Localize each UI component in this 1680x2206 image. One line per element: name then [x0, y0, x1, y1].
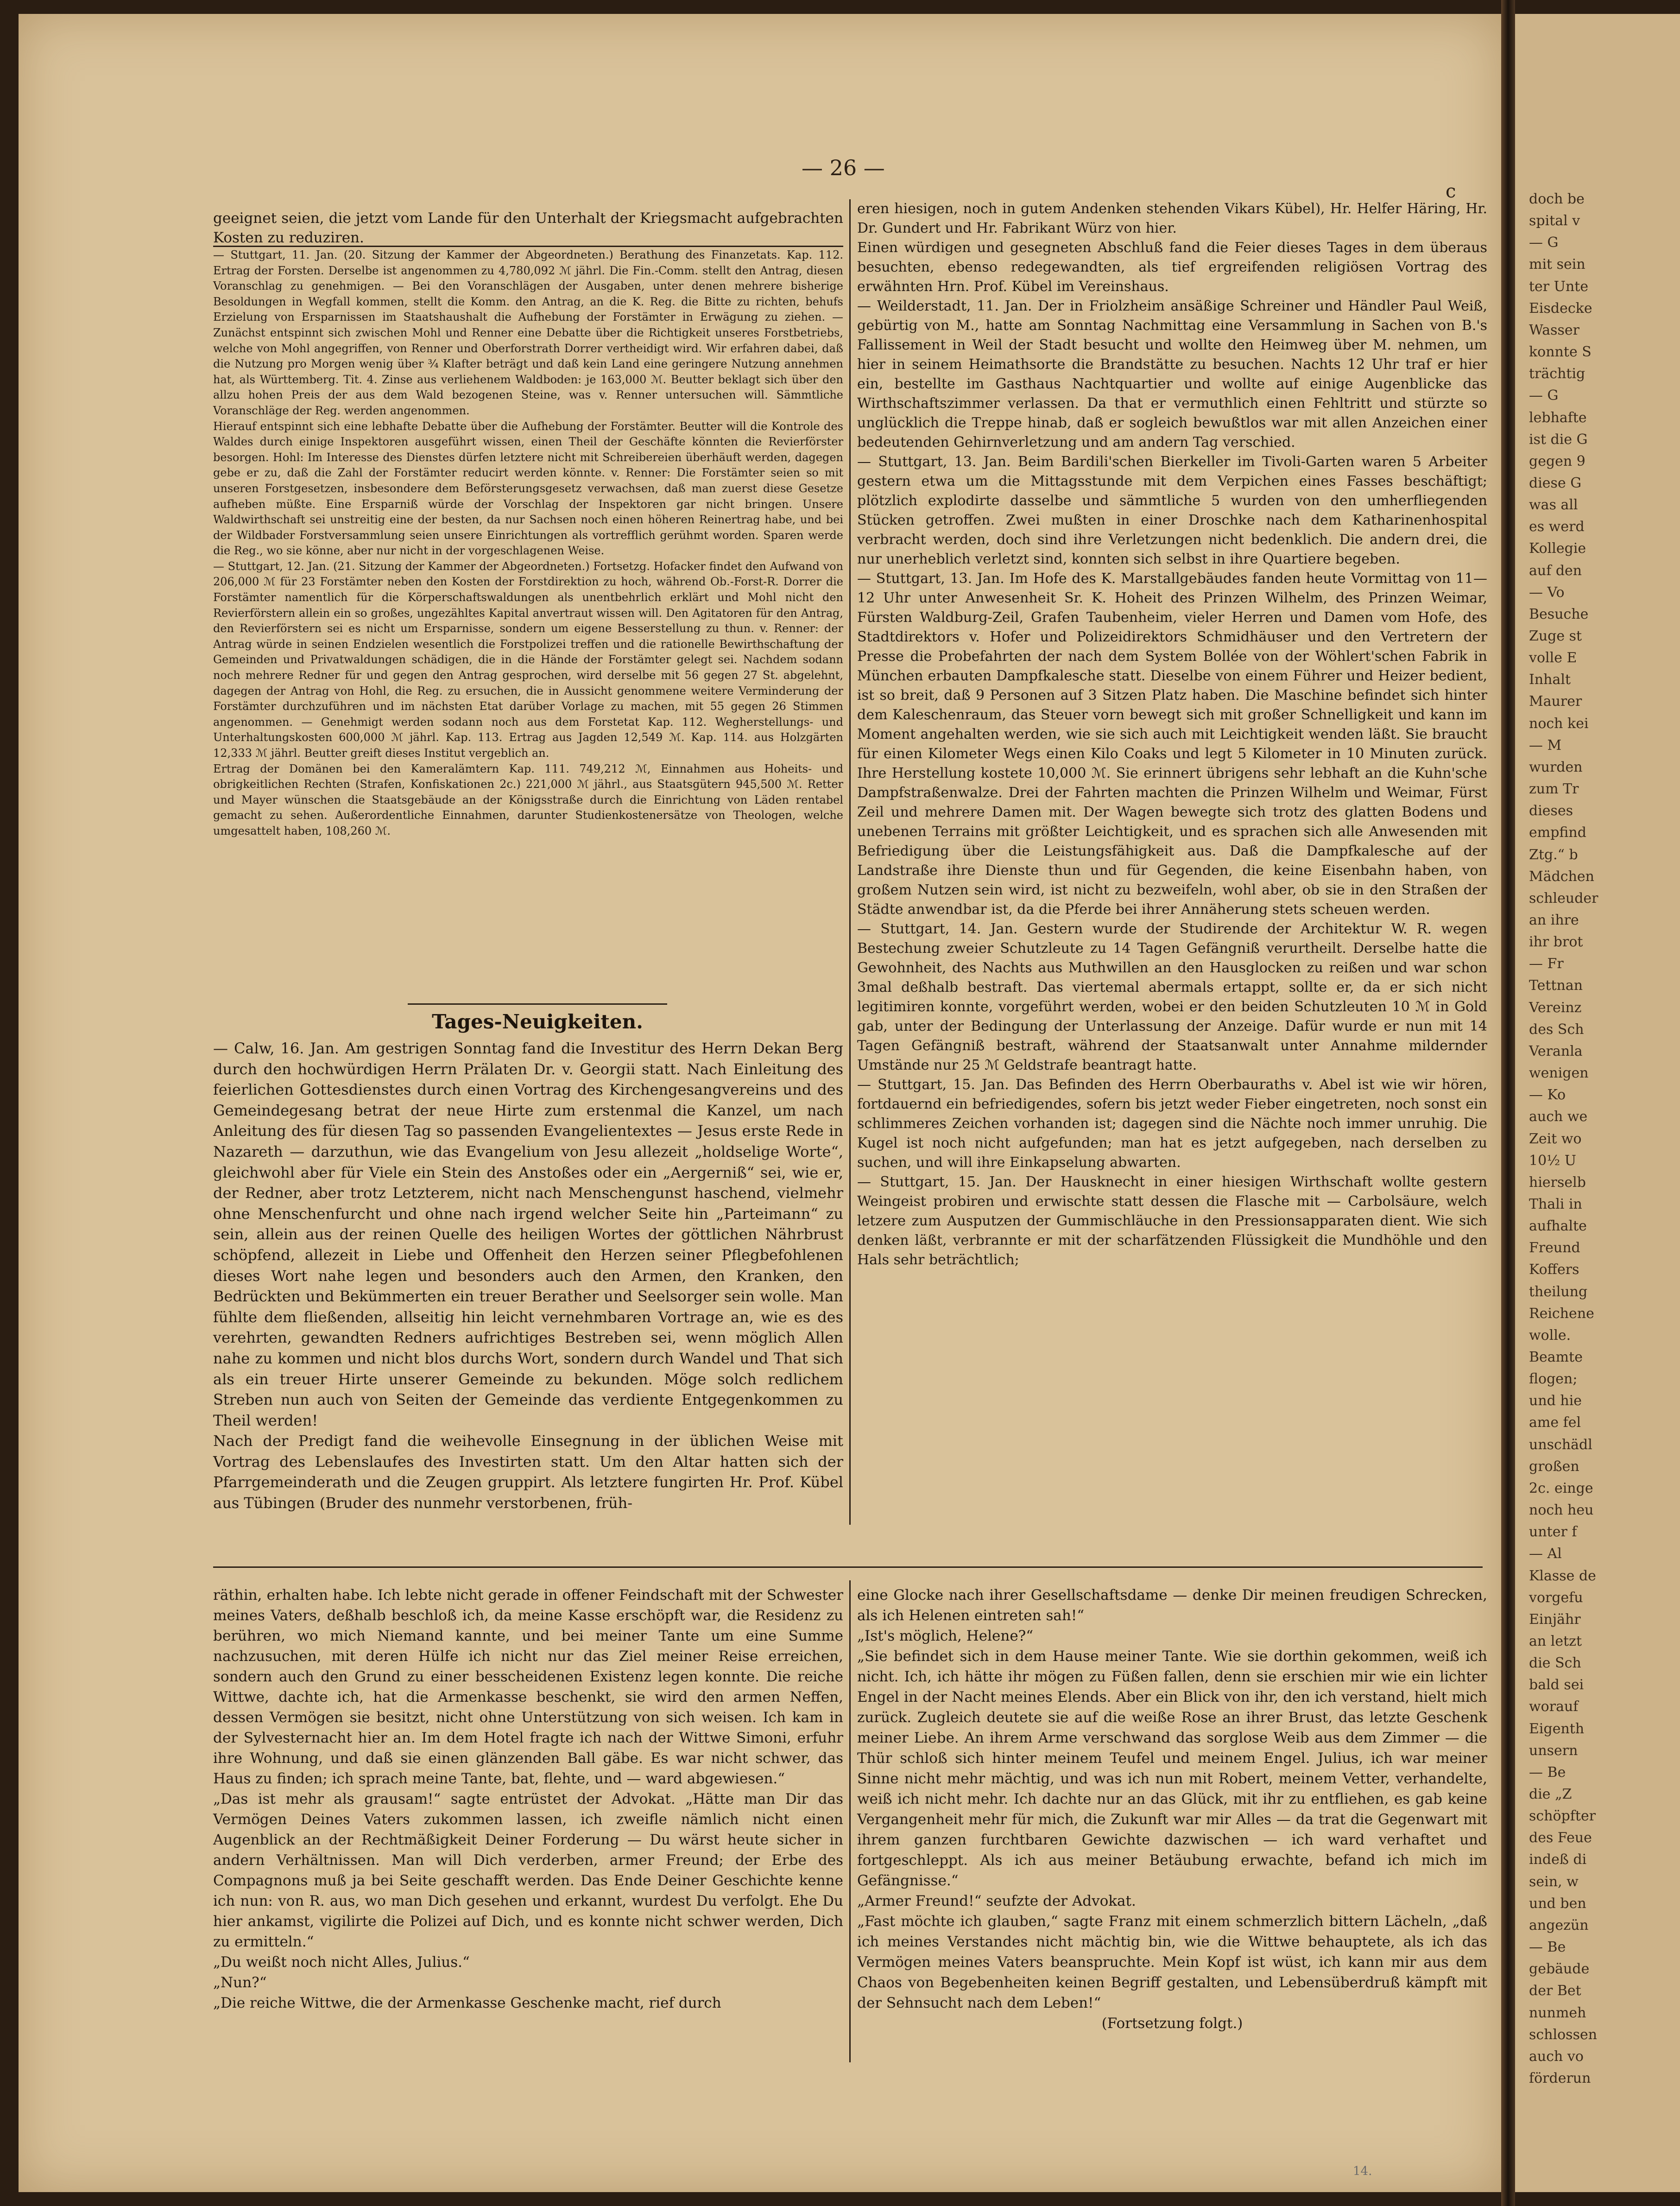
edge-fragment: hierselb — [1529, 1174, 1586, 1191]
section-heading: Tages-Neuigkeiten. — [432, 1010, 643, 1033]
book-spine — [1501, 0, 1515, 2206]
edge-fragment: indeß di — [1529, 1851, 1587, 1868]
edge-fragment: — Be — [1529, 1764, 1566, 1781]
feuilleton-column-1 — [213, 1585, 843, 2013]
paragraph: geeignet seien, die jetzt vom Lande für den Unterhalt der Kriegsmacht aufgebrachten Kosten zu reduziren. — [213, 210, 843, 246]
edge-fragment: Eigenth — [1529, 1720, 1585, 1737]
edge-fragment: unsern — [1529, 1742, 1578, 1759]
feuilleton-rule — [213, 1566, 1483, 1568]
paragraph: eine Glocke nach ihrer Gesellschaftsdame — denke Dir meinen freudigen Schrecken, als ich Helenen eintreten sah!“ — [857, 1587, 1487, 1624]
edge-fragment: — G — [1529, 235, 1559, 251]
edge-fragment: nunmeh — [1529, 2004, 1586, 2021]
paragraph: „Du weißt noch nicht Alles, Julius.“ — [213, 1954, 470, 1971]
paragraph: „Das ist mehr als grausam!“ sagte entrüstet der Advokat. „Hätte man Dir das Vermögen Deines Vaters zukommen lassen, ich zweifle nämlich nicht einen Augenblick an der Rechtmäßigkeit Deiner Forderung — Du wärst heute sicher in andern Verhältnissen. Man will Dich verderben, armer Freund; der Erbe des Compagnons muß ja bei Seite geschafft werden. Das Ende Deiner Geschichte kenne ich nun: von R. aus, wo man Dich gesehen und erkannt, wurdest Du verfolgt. Ehe Du hier ankamst, vigilirte die Polizei auf Dich, und es konnte nicht schwer werden, Dich zu ermitteln.“ — [213, 1791, 843, 1950]
edge-fragment: ter Unte — [1529, 278, 1589, 295]
edge-fragment: unter f — [1529, 1524, 1577, 1540]
paragraph: — Weilderstadt, 11. Jan. Der in Friolzheim ansäßige Schreiner und Händler Paul Weiß, gebürtig von M., hatte am Sonntag Nachmittag eine Versammlung in Sachen von B.'s Fallissement in Weil der Stadt besucht und wollte den Heimweg über M. nehmen, um hier in seinem Heimathsorte die Brandstätte zu besuchen. Nachts 12 Uhr traf er hier ein, bestellte im Gasthaus Nachtquartier und wollte auf einige Augenblicke das Wirthschaftszimmer verlassen. Da that er vermuthlich einen Fehltritt und stürzte so unglücklich die Treppe hinab, daß er sogleich bewußtlos war mit allen Anzeichen einer bedeutenden Gehirnverletzung und am andern Tag verschied. — [857, 298, 1487, 450]
paragraph: Hierauf entspinnt sich eine lebhafte Debatte über die Aufhebung der Forstämter. Beutter will die Kontrole des Waldes durch einige Inspektoren ausgeführt wissen, einen Theil der Geschäfte könnten die Revierförster besorgen. Hohl: Im Interesse des Dienstes dürfen letztere nicht mit Schreibereien überhäuft werden, dagegen gebe er zu, daß die Zahl der Forstämter reducirt werden könnte. v. Renner: Die Forstämter seien so mit unseren Forstgesetzen, insbesondere dem Beförsterungsgesetz verwachsen, daß man zuerst diese Gesetze aufheben müßte. Eine Ersparniß würde der Vorschlag der Inspektoren gar nicht bringen. Unsere Waldwirthschaft sei unstreitig eine der besten, da nur Sachsen noch einen höheren Reinertrag habe, und bei der Wildbader Forstversammlung seien unsere Einrichtungen als vortrefflich gerühmt worden. Sparen werde die Reg., wo sie könne, aber nur nicht in der vorgeschlagenen Weise. — [213, 419, 843, 558]
paragraph: — Stuttgart, 15. Jan. Das Befinden des Herrn Oberbauraths v. Abel ist wie wir hören, fortdauernd ein befriedigendes, sofern bis jetzt weder Fieber eingetreten, noch sonst ein schlimmeres Zeichen vorhanden ist; dagegen sind die Nächte noch immer unruhig. Die Kugel ist noch nicht aufgefunden; man hat es jetzt aufgegeben, nach derselben zu suchen, und will ihre Einkapselung abwarten. — [857, 1077, 1487, 1171]
edge-fragment: Thali in — [1529, 1196, 1582, 1212]
paragraph: Einen würdigen und gesegneten Abschluß fand die Feier dieses Tages in dem überaus besuchten, ebenso redegewandten, als tief ergreifenden religiösen Vortrag des erwähnten Hrn. Prof. Kübel im Vereinshaus. — [857, 240, 1487, 295]
edge-fragment: vorgefu — [1529, 1589, 1583, 1606]
edge-fragment: schleuder — [1529, 890, 1598, 906]
edge-fragment: Zuge st — [1529, 628, 1582, 645]
edge-fragment: aufhalte — [1529, 1218, 1587, 1235]
adjacent-page-edge — [1515, 14, 1680, 2192]
edge-fragment: des Sch — [1529, 1021, 1584, 1038]
heading-rule-top — [408, 1003, 667, 1005]
edge-fragment: noch heu — [1529, 1502, 1594, 1519]
paragraph: — Stuttgart, 14. Jan. Gestern wurde der Studirende der Architektur W. R. wegen Bestechung zweier Schutzleute zu 14 Tagen Gefängniß verurtheilt. Derselbe hatte die Gewohnheit, des Nachts aus Muthwillen an den Hausglocken zu reißen und war schon 3mal deßhalb bestraft. Das viertemal abermals ertappt, sollte er, da er sich nicht legitimiren konnte, vorgeführt werden, wobei er den beiden Schutzleuten 10 ℳ in Gold gab, unter der Bedingung der Unterlassung der Anzeige. Dafür wurde er nun mit 14 Tagen Gefängniß bestraft, während der Staatsanwalt unter Annahme mildernder Umstände nur 25 ℳ Geldstrafe beantragt hatte. — [857, 921, 1487, 1073]
edge-fragment: wurden — [1529, 759, 1583, 775]
paragraph: — Stuttgart, 12. Jan. (21. Sitzung der Kammer der Abgeordneten.) Fortsetzg. Hofacker findet den Aufwand von 206,000 ℳ für 23 Forstämter neben den Kosten der Forstdirektion zu hoch, während Ob.-Forst-R. Dorrer die Forstämter namentlich für die Körperschaftswaldungen als unentbehrlich erklärt und Mohl nicht den Revierförstern allein ein so großes, ungezähltes Kapital anvertraut wissen will. Den Agitatoren für den Antrag, den Revierförstern sei es nicht um Ersparnisse, sondern um eigene Besserstellung zu thun. v. Renner: der Antrag würde in seinen Endzielen wesentlich die Forstpolizei treffen und die rationelle Bewirthschaftung der Gemeinden und Privatwaldungen schädigen, die in die Hände der Forstämter gelegt sei. Nachdem sodann noch mehrere Redner für und gegen den Antrag gesprochen, wird derselbe mit 56 gegen 27 St. abgelehnt, dagegen der Antrag von Hohl, die Reg. zu ersuchen, die in Aussicht genommene weitere Verminderung der Forstämter durchzuführen und im nächsten Etat darüber Vorlage zu machen, mit 55 gegen 26 Stimmen angenommen. — Genehmigt werden sodann noch aus dem Forstetat Kap. 112. Wegherstellungs- und Unterhaltungskosten 600,000 ℳ jährl. Kap. 113. Ertrag aus Jagden 12,549 ℳ. Kap. 114. aus Holzgärten 12,333 ℳ jährl. Beutter greift dieses Institut vergeblich an. — [213, 559, 843, 760]
edge-fragment: an letzt — [1529, 1633, 1582, 1649]
inventory-mark: 14. — [1353, 2164, 1372, 2178]
edge-fragment: bald sei — [1529, 1677, 1584, 1693]
paragraph: „Die reiche Wittwe, die der Armenkasse Geschenke macht, rief durch — [213, 1995, 721, 2011]
edge-fragment: sein, w — [1529, 1873, 1579, 1890]
edge-fragment: die Sch — [1529, 1655, 1581, 1672]
edge-fragment: lebhafte — [1529, 409, 1587, 426]
corner-mark: c — [1446, 181, 1456, 202]
edge-fragment: — M — [1529, 737, 1562, 754]
feuilleton-column-2 — [857, 1585, 1487, 2034]
column-2-news — [857, 199, 1487, 1270]
page-number: — 26 — — [802, 155, 885, 180]
paragraph: „Nun?“ — [213, 1974, 267, 1991]
edge-fragment: flogen; — [1529, 1371, 1578, 1388]
edge-fragment: gebäude — [1529, 1961, 1590, 1978]
edge-fragment: ist die G — [1529, 431, 1588, 448]
edge-fragment: spital v — [1529, 213, 1580, 229]
edge-fragment: Wasser — [1529, 322, 1579, 338]
edge-fragment: Reichene — [1529, 1305, 1594, 1322]
newspaper-page — [19, 14, 1501, 2192]
edge-fragment: was all — [1529, 497, 1578, 513]
edge-fragment: die „Z — [1529, 1786, 1572, 1803]
edge-fragment: des Feue — [1529, 1830, 1592, 1846]
edge-fragment: empfind — [1529, 824, 1586, 841]
edge-fragment: der Bet — [1529, 1983, 1581, 1999]
edge-fragment: wenigen — [1529, 1065, 1589, 1082]
edge-fragment: Vereinz — [1529, 999, 1582, 1016]
paragraph: räthin, erhalten habe. Ich lebte nicht gerade in offener Feindschaft mit der Schwester meines Vaters, deßhalb beschloß ich, da meine Kasse erschöpft war, die Residenz zu berühren, wo mich Niemand kannte, und bei meiner Tante um eine Summe nachzusuchen, mit deren Hülfe ich nicht nur das Ziel meiner Reise erreichen, sondern auch den Grund zu einer besscheidenen Existenz legen konnte. Die reiche Wittwe, dachte ich, hat die Armenkasse beschenkt, sie wird den armen Neffen, dessen Vermögen sie besitzt, nicht ohne Unterstützung von sich weisen. Ich kam in der Sylvesternacht hier an. Im dem Hotel fragte ich nach der Wittwe Simoni, erfuhr ihre Wohnung, und daß sie einen glänzenden Ball gäbe. Es war nicht schwer, das Haus zu finden; ich sprach meine Tante, bat, flehte, und — ward abgewiesen.“ — [213, 1587, 843, 1787]
column-1-reports — [213, 209, 843, 839]
edge-fragment: worauf — [1529, 1699, 1579, 1715]
edge-fragment: schöpfter — [1529, 1808, 1596, 1825]
paragraph: eren hiesigen, noch in gutem Andenken stehenden Vikars Kübel), Hr. Helfer Häring, Hr. Dr. Gundert und Hr. Fabrikant Würz von hier. — [857, 201, 1487, 236]
edge-fragment: und hie — [1529, 1393, 1582, 1409]
edge-fragment: diese G — [1529, 475, 1582, 491]
edge-fragment: Klasse de — [1529, 1567, 1596, 1584]
edge-fragment: Tettnan — [1529, 977, 1583, 994]
column-rule-lower — [849, 1580, 851, 2062]
edge-fragment: noch kei — [1529, 715, 1589, 732]
edge-fragment: Einjähr — [1529, 1611, 1581, 1628]
edge-fragment: — G — [1529, 387, 1559, 404]
edge-fragment: und ben — [1529, 1895, 1586, 1912]
edge-fragment: — Be — [1529, 1939, 1566, 1956]
edge-fragment: — Ko — [1529, 1087, 1566, 1103]
edge-fragment: gegen 9 — [1529, 453, 1585, 469]
edge-fragment: — Fr — [1529, 956, 1564, 972]
paragraph: — Stuttgart, 11. Jan. (20. Sitzung der Kammer der Abgeordneten.) Berathung des Finanzetats. Kap. 112. Ertrag der Forsten. Derselbe ist angenommen zu 4,780,092 ℳ jährl. Die Fin.-Comm. stellt den Antrag, diesen Voranschlag zu genehmigen. — Bei den Voranschlägen der Ausgaben, unter denen mehrere bisherige Besoldungen in Wegfall kommen, stellt die Komm. den Antrag, an die K. Reg. die Bitte zu richten, behufs Erzielung von Ersparnissen im Staatshaushalt die Aufhebung der Forstämter in Erwägung zu ziehen. — Zunächst entspinnt sich zwischen Mohl und Renner eine Debatte über die Richtigkeit unseres Forstbetriebs, welche von Mohl angegriffen, von Renner und Oberforstrath Dorrer vertheidigt wird. Wir erfahren dabei, daß die Nutzung pro Morgen wenig über ¾ Klafter beträgt und daß kein Land eine geringere Nutzung annehmen hat, als Württemberg. Tit. 4. Zinse aus verliehenem Waldboden: je 163,000 ℳ. Beutter beklagt sich über den allzu hohen Preis der aus dem Wald bezogenen Steine, was v. Renner untersuchen will. Sämmtliche Voranschläge der Reg. werden angenommen. — [213, 248, 843, 417]
edge-fragment: — Vo — [1529, 584, 1565, 601]
edge-fragment: Zeit wo — [1529, 1130, 1582, 1147]
edge-fragment: Koffers — [1529, 1261, 1579, 1278]
paragraph: — Stuttgart, 13. Jan. Im Hofe des K. Marstallgebäudes fanden heute Vormittag von 11—12 Uhr unter Anwesenheit Sr. K. Hoheit des Prinzen Wilhelm, des Prinzen Weimar, Fürsten Waldburg-Zeil, Grafen Taubenheim, vieler Herren und Damen vom Hofe, des Stadtdirektors v. Hofer und Polizeidirektors Schmidhäuser und den Vertretern der Presse die Probefahrten der nach dem System Bollée von der Wöhlert'schen Fabrik in München erbauten Dampfkalesche statt. Dieselbe von einem Führer und Heizer bedient, ist so breit, daß 9 Personen auf 3 Sitzen Platz haben. Die Maschine befindet sich hinter dem Kaleschenraum, das Steuer vorn bewegt sich mit großer Schnelligkeit und kann im Moment angehalten werden, wie sie sich auch mit Leichtigkeit wenden läßt. Sie braucht für einen Kilometer Wegs einen Kilo Coaks und legt 5 Kilometer in 10 Minuten zurück. Ihre Herstellung kostete 10,000 ℳ. Sie erinnert übrigens sehr lebhaft an die Kuhn'sche Dampfstraßenwalze. Drei der Fahrten machten die Prinzen Wilhelm und Weimar, Fürst Zeil und mehrere Damen mit. Der Wagen bewegte sich trotz des glatten Bodens und unebenen Terrains mit größter Leichtigkeit, und es sprachen sich alle Anwesenden mit Befriedigung über die Leistungsfähigkeit aus. Daß die Dampfkalesche auf der Landstraße ihre Dienste thun und für Gegenden, die keine Eisenbahn haben, von großem Nutzen sein wird, ist nicht zu bezweifeln, wohl aber, ob sie in den Straßen der Städte anwendbar ist, da die Pferde bei ihrer Annäherung stets scheuen werden. — [857, 571, 1487, 918]
edge-fragment: 2c. einge — [1529, 1480, 1593, 1496]
edge-fragment: — Al — [1529, 1546, 1562, 1562]
edge-fragment: auf den — [1529, 562, 1582, 579]
paragraph: — Stuttgart, 15. Jan. Der Hausknecht in einer hiesigen Wirthschaft wollte gestern Weingeist probiren und erwischte statt dessen die Flasche mit — Carbolsäure, welch letzere zum Ausputzen der Gummischläuche in den Pressionsapparaten dient. Wie sich denken läßt, verbrannte er mit der scharfätzenden Flüssigkeit die Mundhöhle und den Hals sehr beträchtlich; — [857, 1174, 1487, 1268]
edge-fragment: zum Tr — [1529, 781, 1579, 798]
edge-fragment: mit sein — [1529, 256, 1585, 273]
column-rule — [849, 199, 851, 1525]
edge-fragment: Freund — [1529, 1240, 1580, 1256]
paragraph: — Stuttgart, 13. Jan. Beim Bardili'schen Bierkeller im Tivoli-Garten waren 5 Arbeiter gestern etwa um die Mittagsstunde mit dem Verpichen eines Fasses beschäftigt; plötzlich explodirte dasselbe und sämmtliche 5 wurden von den umherfliegenden Stücken getroffen. Zwei mußten in einer Droschke nach dem Katharinenhospital verbracht werden, doch sind ihre Verletzungen nicht bedenklich. Die andern drei, die nur unerheblich verletzt sind, konnten sich selbst in ihre Quartiere begeben. — [857, 454, 1487, 567]
edge-fragment: an ihre — [1529, 912, 1579, 928]
edge-fragment: wolle. — [1529, 1327, 1571, 1344]
edge-fragment: volle E — [1529, 650, 1577, 666]
edge-fragment: schlossen — [1529, 2026, 1598, 2043]
paragraph: „Fast möchte ich glauben,“ sagte Franz mit einem schmerzlich bittern Lächeln, „daß ich meines Verstandes nicht mächtig bin, wie die Wittwe behauptete, als ich das Vermögen meines Vaters beanspruchte. Mein Kopf ist wüst, ich kann mir aus dem Chaos von Begebenheiten keinen Begriff gestalten, und Lebensüberdruß kämpft mit der Sehnsucht nach dem Leben!“ — [857, 1913, 1487, 2011]
edge-fragment: auch vo — [1529, 2048, 1584, 2065]
paragraph: — Calw, 16. Jan. Am gestrigen Sonntag fand die Investitur des Herrn Dekan Berg durch den hochwürdigen Herrn Prälaten Dr. v. Georgii statt. Nach Einleitung des feierlichen Gottesdienstes durch einen Vortrag des Kirchengesangvereins und des Gemeindegesang betrat der neue Hirte zum erstenmal die Kanzel, um nach Anleitung des für diesen Tag so passenden Evangelientextes — Jesus erste Rede in Nazareth — darzuthun, wie das Evangelium von Jesu allezeit „holdselige Worte“, gleichwohl aber für Viele ein Stein des Anstoßes oder ein „Aergerniß“ sei, wie er, der Redner, aber trotz Letzterem, nicht nach Menschengunst haschend, vielmehr ohne Menschenfurcht und ohne nach irgend welcher Seite hin „Parteimann“ zu sein, allein aus der reinen Quelle des heiligen Wortes der göttlichen Nährbrust schöpfend, allezeit in Liebe und Offenheit den Herzen seiner Pflegbefohlenen dieses Wort nahe legen und besonders auch den Armen, den Kranken, den Bedrückten und Bekümmerten ein treuer Berather und Seelsorger sein wolle. Man fühlte dem fließenden, allseitig hin leicht vernehmbaren Vortrage an, wie es des verehrten, gewandten Redners aufrichtiges Bestreben sei, wenn möglich Allen nahe zu kommen und nicht blos durchs Wort, sondern durch Wandel und That sich als ein treuer Hirte unserer Gemeinde zu bekunden. Möge solch redlichem Streben nun auch von Seiten der Gemeinde das verdiente Entgegenkommen zu Theil werden! — [213, 1040, 843, 1429]
edge-fragment: ihr brot — [1529, 934, 1583, 951]
paragraph: „Armer Freund!“ seufzte der Advokat. — [857, 1893, 1136, 1909]
edge-fragment: Kollegie — [1529, 540, 1586, 557]
edge-fragment: es werd — [1529, 519, 1585, 535]
continuation-note: (Fortsetzung folgt.) — [1101, 2015, 1243, 2032]
edge-fragment: angezün — [1529, 1917, 1589, 1933]
edge-fragment: Ztg.“ b — [1529, 846, 1578, 863]
edge-fragment: förderun — [1529, 2070, 1591, 2086]
edge-fragment: Beamte — [1529, 1349, 1583, 1365]
paragraph: „Ist's möglich, Helene?“ — [857, 1628, 1034, 1644]
edge-fragment: Besuche — [1529, 606, 1589, 622]
paragraph: „Sie befindet sich in dem Hause meiner Tante. Wie sie dorthin gekommen, weiß ich nicht. Ich, ich hätte ihr mögen zu Füßen fallen, denn sie erschien mir wie ein lichter Engel in der Nacht meines Elends. Aber ein Blick von ihr, den ich verstand, hielt mich zurück. Zugleich deutete sie auf die weiße Rose an ihrer Brust, das letzte Geschenk meiner Liebe. An ihrem Arme verschwand das sorglose Weib aus dem Zimmer — die Thür schloß sich hinter meinem Teufel und meinem Engel. Julius, ich war meiner Sinne nicht mehr mächtig, und was ich nun mit Robert, meinem Vetter, verhandelte, weiß ich nicht mehr. Ich dachte nur an das Glück, mit ihr zu entfliehen, es gab keine Vergangenheit mehr für mich, die Zukunft war mir Alles — da trat die Gegenwart mit ihrem ganzen furchtbaren Gewichte dazwischen — ich ward verhaftet und fortgeschleppt. Als ich aus meiner Betäubung erwachte, befand ich mich im Gefängnisse.“ — [857, 1648, 1487, 1889]
edge-fragment: doch be — [1529, 191, 1585, 207]
edge-fragment: Inhalt — [1529, 672, 1571, 688]
paragraph: Nach der Predigt fand die weihevolle Einsegnung in der üblichen Weise mit Vortrag des Lebenslaufes des Investirten statt. Um den Altar hatten sich der Pfarrgemeinderath und die Zeugen gruppirt. Als letztere fungirten Hr. Prof. Kübel aus Tübingen (Bruder des nunmehr verstorbenen, früh- — [213, 1432, 843, 1512]
edge-fragment: theilung — [1529, 1283, 1588, 1300]
edge-fragment: 10½ U — [1529, 1152, 1577, 1169]
edge-fragment: Veranla — [1529, 1043, 1583, 1059]
edge-fragment: Maurer — [1529, 693, 1582, 710]
edge-fragment: unschädl — [1529, 1436, 1592, 1453]
edge-fragment: Eisdecke — [1529, 300, 1592, 317]
edge-fragment: Mädchen — [1529, 868, 1595, 885]
edge-fragment: dieses — [1529, 803, 1573, 819]
edge-fragment: großen — [1529, 1458, 1579, 1475]
edge-fragment: ame fel — [1529, 1414, 1581, 1431]
edge-fragment: trächtig — [1529, 366, 1585, 382]
edge-fragment: konnte S — [1529, 344, 1592, 361]
paragraph: Ertrag der Domänen bei den Kameralämtern Kap. 111. 749,212 ℳ, Einnahmen aus Hoheits- und obrigkeitlichen Rechten (Strafen, Konfiskationen 2c.) 221,000 ℳ jährl., aus Staatsgütern 945,500 ℳ. Retter und Mayer wünschen die Staatsgebäude an der Königsstraße durch die Einrichtung von Läden rentabel gemacht zu sehen. Außerordentliche Einnahmen, darunter Studienkostenersätze von Theologen, welche umgesattelt haben, 108,260 ℳ. — [213, 762, 843, 837]
column-1-news — [213, 1038, 843, 1514]
edge-fragment: auch we — [1529, 1109, 1588, 1125]
